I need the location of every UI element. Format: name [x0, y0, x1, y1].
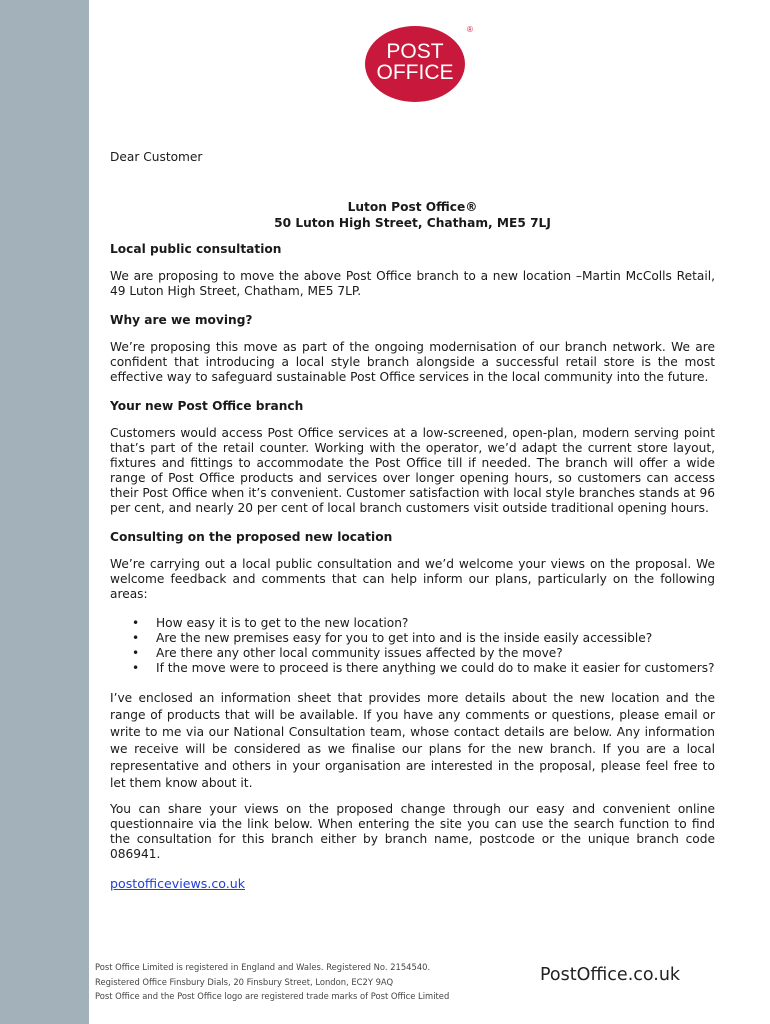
bullet-item: • How easy it is to get to the new location?: [110, 616, 715, 631]
bullet-list: [110, 616, 715, 676]
heading-consultation: Local public consultation: [110, 242, 282, 256]
para-why-moving: We’re proposing this move as part of the ongoing modernisation of our branch network. We are confident that introducing a local style branch alongside a successful retail store is the most effective way to safeguard sustainable Post Office services in the local community into the future.: [110, 340, 715, 384]
heading-why-moving: Why are we moving?: [110, 313, 253, 327]
letter-body: [110, 150, 715, 892]
para-enclosed: I’ve enclosed an information sheet that provides more details about the new location and the range of products that will be available. If you have any comments or questions, please email or write to me via our National Consultation team, whose contact details are below. Any information we receive will be considered as we finalise our plans for the new branch. If you are a local representative and others in your organisation are interested in the proposal, please feel free to let them know about it.: [110, 691, 715, 790]
para-new-branch: Customers would access Post Office services at a low-screened, open-plan, modern serving point that’s part of the retail counter. Working with the operator, we’d adapt the current store layout, fixtures and fittings to accommodate the Post Office till if needed. The branch will offer a wide range of Post Office products and services over longer opening hours, so customers can access their Post Office when it’s convenient. Customer satisfaction with local style branches stands at 96 per cent, and nearly 20 per cent of local branch customers visit outside traditional opening hours.: [110, 426, 715, 515]
bullet-item: • Are there any other local community issues affected by the move?: [110, 646, 715, 661]
para-proposal: We are proposing to move the above Post Office branch to a new location –Martin McColls Retail, 49 Luton High Street, Chatham, ME5 7LP.: [110, 269, 715, 298]
footer-line-1: Post Office Limited is registered in England and Wales. Registered No. 2154540.: [95, 962, 431, 972]
logo-registered-mark: ®: [467, 25, 473, 34]
logo-line1: POST: [386, 40, 444, 63]
consultation-link[interactable]: postofficeviews.co.uk: [110, 876, 246, 891]
bullet-item: • Are the new premises easy for you to get into and is the inside easily accessible?: [110, 631, 715, 646]
post-office-logo: [363, 22, 477, 104]
footer-legal: [95, 960, 449, 1004]
heading-consulting: Consulting on the proposed new location: [110, 530, 393, 544]
para-consulting: We’re carrying out a local public consultation and we’d welcome your views on the proposal. We welcome feedback and comments that can help inform our plans, particularly on the following areas:: [110, 557, 715, 601]
greeting: Dear Customer: [110, 150, 203, 164]
branch-street: 50 Luton High Street, Chatham, ME5 7LJ: [274, 216, 551, 230]
para-share-views: You can share your views on the proposed change through our easy and convenient online questionnaire via the link below. When entering the site you can use the search function to find the consultation for this branch either by branch name, postcode or the unique branch code 086941.: [110, 802, 715, 861]
footer-line-3: Post Office and the Post Office logo are registered trade marks of Post Office Limited: [95, 991, 450, 1001]
footer-line-2: Registered Office Finsbury Dials, 20 Finsbury Street, London, EC2Y 9AQ: [95, 976, 394, 987]
side-bar: [0, 0, 89, 1024]
footer-brand: PostOffice.co.uk: [540, 965, 681, 985]
bullet-item: • If the move were to proceed is there anything we could do to make it easier for customers?: [110, 661, 715, 676]
branch-address: [110, 199, 715, 231]
logo-line2: OFFICE: [376, 61, 454, 84]
heading-new-branch: Your new Post Office branch: [110, 399, 304, 413]
branch-name: Luton Post Office®: [347, 200, 478, 214]
